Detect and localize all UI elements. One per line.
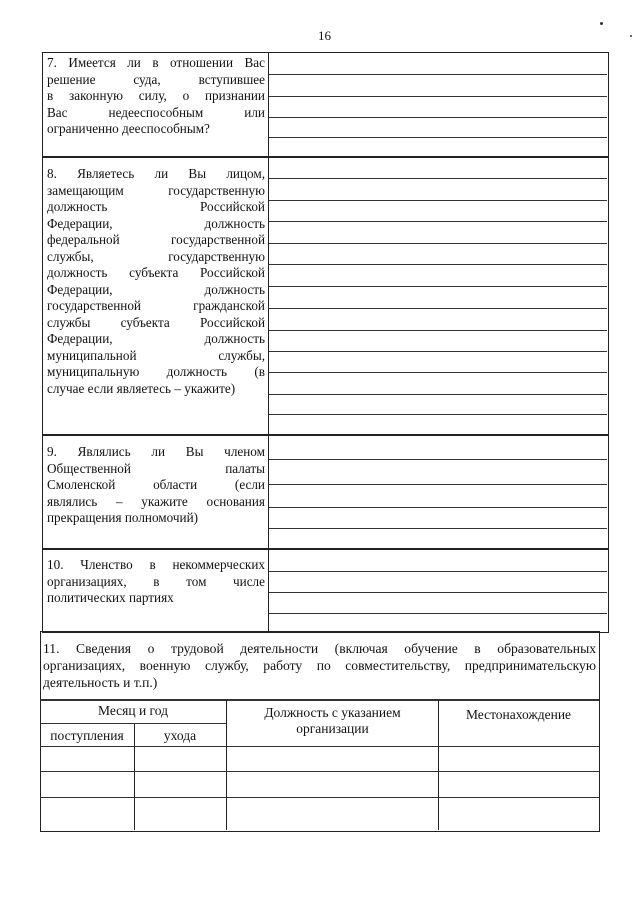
work-table-col-line [226, 700, 227, 830]
q10-line: организациях, в том числе [47, 573, 265, 589]
q8-line: муниципальной службы, [47, 347, 265, 363]
q8-answer-line[interactable] [269, 372, 607, 373]
q8-line: Федерации, должность [47, 281, 265, 297]
q8-line: службы субъекта Российской [47, 314, 265, 330]
work-table-top [40, 699, 599, 701]
q8-answer-line[interactable] [269, 330, 607, 331]
q7-answer-line[interactable] [269, 137, 607, 138]
q8-line: должность субъекта Российской [47, 265, 265, 280]
header-start: поступления [50, 728, 124, 743]
q8-answer-line[interactable] [269, 200, 607, 201]
q9-answer-line[interactable] [269, 507, 607, 508]
section11-line: организациях, военную службу, работу по совместительству, предпринимательскую [43, 658, 596, 673]
q8-answer-line[interactable] [269, 243, 607, 244]
q8-line: федеральной государственной [47, 232, 265, 247]
work-table-subheader-line [40, 723, 226, 724]
q8-answer-line[interactable] [269, 351, 607, 352]
q8-line: государственной гражданской [47, 298, 265, 313]
section11-text [43, 640, 596, 691]
page-number: 16 [318, 28, 331, 43]
work-table-row-line [40, 771, 599, 772]
q9-text [47, 444, 265, 527]
q8-divider [268, 156, 269, 434]
q9-line: Общественной палаты [47, 460, 265, 476]
q8-answer-line[interactable] [269, 308, 607, 309]
q7-answer-line[interactable] [269, 117, 607, 118]
scan-speck [630, 35, 632, 37]
section11-line: деятельность и т.п.) [43, 675, 158, 690]
q10-text [47, 557, 265, 607]
q8-line: 8. Являетесь ли Вы лицом, [47, 166, 265, 181]
scan-speck [600, 22, 603, 25]
q8-answer-line[interactable] [269, 264, 607, 265]
q7-line: 7. Имеется ли в отношении Вас [47, 55, 265, 70]
q10-line: 10. Членство в некоммерческих [47, 557, 265, 572]
q9-line: Смоленской области (если [47, 477, 265, 492]
q8-answer-line[interactable] [269, 414, 607, 415]
q8-answer-line[interactable] [269, 286, 607, 287]
q9-line: 9. Являлись ли Вы членом [47, 444, 265, 459]
q9-answer-line[interactable] [269, 484, 607, 485]
q8-line: замещающим государственную [47, 182, 265, 198]
q8-line: муниципальную должность (в [47, 364, 265, 379]
section11-line: 11. Сведения о трудовой деятельности (включая обучение в образовательных [43, 641, 596, 656]
q9-line: являлись – укажите основания [47, 493, 265, 509]
header-month-year: Месяц и год [98, 703, 168, 718]
q7-line: ограниченно дееспособным? [47, 121, 210, 136]
q7-line: решение суда, вступившее [47, 71, 265, 87]
q8-line: Федерации, должность [47, 331, 265, 346]
q9-answer-line[interactable] [269, 528, 607, 529]
q9-line: прекращения полномочий) [47, 510, 199, 525]
q10-divider [268, 548, 269, 631]
work-table-header-bottom [40, 746, 599, 747]
q9-divider [268, 434, 269, 548]
work-table-row-line [40, 797, 599, 798]
q10-line: политических партиях [47, 590, 174, 605]
q10-answer-line[interactable] [269, 613, 607, 614]
q9-answer-line[interactable] [269, 459, 607, 460]
q7-line: в законную силу, о признании [47, 88, 265, 103]
q7-text [47, 55, 265, 138]
header-position: Должность с указанием организации [264, 705, 401, 736]
q8-line: Федерации, должность [47, 215, 265, 231]
q8-line: должность Российской [47, 199, 265, 214]
q8-answer-line[interactable] [269, 221, 607, 222]
q7-line: Вас недееспособным или [47, 104, 265, 120]
q10-answer-line[interactable] [269, 571, 607, 572]
q7-answer-line[interactable] [269, 96, 607, 97]
q8-answer-line[interactable] [269, 394, 607, 395]
q8-line: случае если являетесь – укажите) [47, 380, 236, 396]
q8-text [47, 166, 265, 397]
q8-line: службы, государственную [47, 248, 265, 264]
q7-answer-line[interactable] [269, 74, 607, 75]
q10-answer-line[interactable] [269, 592, 607, 593]
header-end: ухода [163, 728, 197, 743]
q7-divider [268, 52, 269, 156]
q8-answer-line[interactable] [269, 178, 607, 179]
header-location: Местонахождение [465, 707, 572, 722]
